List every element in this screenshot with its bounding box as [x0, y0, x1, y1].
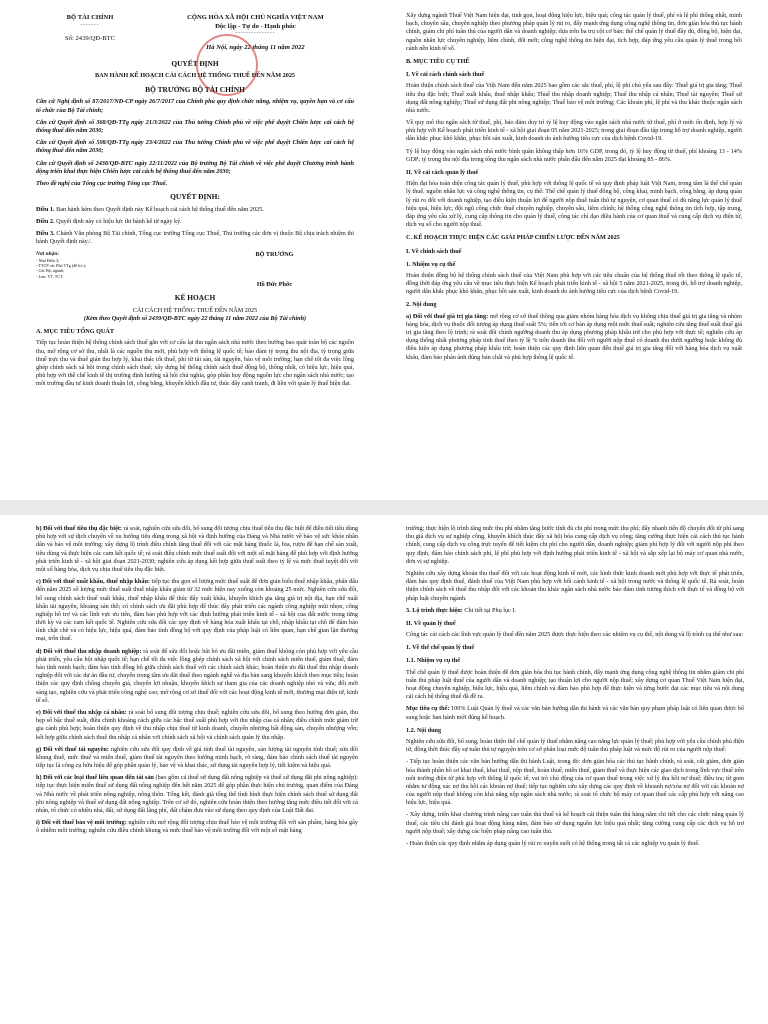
section-b1-text: Hoàn thiện chính sách thuế của Việt Nam đến năm 2025 bao gồm các sắc thuế, phí, lệ phí chủ yếu sau đây: Thuế giá trị gia tăng; Thuế tiêu thụ đặc biệt; Thuế xuất khẩu, thuế nhập khẩu; Thuế thu nhập doanh nghiệp; Thuế thu nhập cá nhân; Thuế tài nguyên; Thuế sử dụng đất nông nghiệp; Thuế sử dụng đất phi nông nghiệp; Thuế bảo vệ môi trường; Các khoản phí, lệ phí và thu khác thuộc ngân sách nhà nước.: [406, 82, 742, 114]
signer-role: BỘ TRƯỞNG: [255, 250, 294, 258]
plan-subject: CẢI CÁCH HỆ THỐNG THUẾ ĐẾN NĂM 2025: [132, 306, 258, 314]
section-ii-1-heading: 1. Về thể chế quản lý thuế: [406, 644, 475, 652]
ministry-divider: -------: [80, 22, 100, 28]
continuation-text: trường; thực hiện lộ trình tăng mức thu phí nhằm tăng bước tính đủ chi phí trong mức thu phí; đẩy nhanh tiến độ chuyển đổi từ phí sang thu giá dịch vụ sự nghiệp công, khuyến khích thúc đẩy xã hội hóa cung cấp dịch vụ công; tăng cường thực hiện cải cách thủ tục hành chính, cung cấp dịch vụ công trực tuyến để tiết kiệm chi phí cho người dân, doanh nghiệp; giảm phí hợp lý đối với người nộp phí theo quy định, đảm bảo chính sách phí, lệ phí phù hợp với định hướng phát triển kinh tế - xã hội và sắp xếp lại bộ máy cơ quan nhà nước, đơn vị sự nghiệp.: [406, 525, 744, 565]
document-page-4: [384, 515, 768, 1024]
section-c1-1-heading: 1. Nhiệm vụ cụ thể: [406, 260, 456, 268]
new-activities-text: Nghiên cứu xây dựng khoản thu thuế đối với các hoạt động kinh tế mới, các hình thức kinh doanh mới phù hợp với thực tế phát triển, đảm bảo quy định thuế, đánh thuế của Việt Nam phù hợp với bối cảnh kinh tế - xã hội trong nước và thông lệ quốc tế. Rà soát, hoàn thiện chính sách về thuế thu nhập đối với các khoản thu khác ngân sách nhà nước bảo đảm tính tương thích với thực tế và đồng bộ với pháp luật chuyên ngành.: [406, 569, 744, 602]
document-page-1: [0, 0, 384, 500]
section-b2-text: Hiện đại hóa toàn diện công tác quản lý thuế, phù hợp với thông lệ quốc tế và quy định pháp luật Việt Nam, trong tâm là thể chế quản lý thuế, nguồn nhân lực và công nghệ thông tin, cụ thể: Thể chế quản lý thuế đồng bộ, công khai, minh bạch, công bằng, áp dụng quản lý rủi ro đối với doanh nghiệp, tạo điều kiện thuận lợi để người nộp thuế tuân thủ tự nguyện, cơ quan thuế có đủ năng lực quản lý thuế hiệu quả, hiệu lực; đội ngũ công chức thuế chuyên nghiệp, chuyên sâu, liêm chính; hệ thống công nghệ thông tin tích hợp, tập trung, đáp ứng yêu cầu xử lý, cung cấp thông tin cho quản lý thuế, công tác chỉ đạo điều hành của cơ quan thuế và cung cấp dịch vụ điện tử, dịch vụ số cho người nộp thuế.: [406, 180, 742, 229]
section-c1-heading: I. Về chính sách thuế: [406, 247, 462, 255]
section-c-heading: C. KẾ HOẠCH THỰC HIỆN CÁC GIẢI PHÁP CHIẾN LƯỢC ĐẾN NĂM 2025: [406, 234, 620, 242]
item-h: h) Đối với các loại thuế liên quan đến tài sản (bao gồm cả thuế sử dụng đất nông nghiệp và thuế sử dụng đất phi nông nghiệp): tiếp tục thực hiện miễn thuế sử dụng đất nông nghiệp đến hết năm 2025 để góp phần thực hiện chủ trương, quan điểm của Đảng và Nhà nước về phát triển nông nghiệp, nông thôn. Tổng kết, đánh giá tổng thể tình hình thực hiện chính sách thuế sử dụng đất phi nông nghiệp và thuế sử dụng đất nông nghiệp. Trên cơ sở đó, nghiên cứu hoàn thiện theo hướng tăng mức điều tiết đối với cá nhân, tổ chức có nhiều nhà, đất, sử dụng đất lãng phí, đất chậm đưa vào sử dụng theo quy định của Luật Đất đai.: [36, 774, 358, 814]
article-1: Điều 1. Ban hành kèm theo Quyết định này Kế hoạch cải cách hệ thống thuế đến năm 2025.: [36, 205, 264, 213]
document-page-3: [0, 515, 384, 1024]
document-number: Số: 2439/QĐ-BTC: [65, 35, 116, 43]
signer-name: Hồ Đức Phớc: [256, 280, 293, 288]
item-d: d) Đối với thuế thu nhập doanh nghiệp: rà soát để sửa đổi hoặc bãi bỏ ưu đãi miễn, giảm thuế không còn phù hợp với yêu cầu phát triển, yêu cầu hội nhập quốc tế; hạn chế tối đa việc lồng ghép chính sách xã hội với chính sách miễn thuế, giảm thuế, đảm bảo tính minh bạch; đảm bảo tính đồng bộ giữa chính sách thuế với các chính sách khác; hoàn thiện ưu đãi thuế thu nhập doanh nghiệp đối với các dự án đầu tư, chuyển trọng tâm ưu đãi thuế theo ngành nghề và địa bàn sang khuyến khích theo mục tiêu; hoàn thiện các quy định chống chuyển giá, chuyển lợi nhuận, khuyến khích sự tham gia của các doanh nghiệp nhỏ và vừa; đổi mới sáng tạo, nghiên cứu và phát triển công nghệ cao; mở rộng cơ sở thuế đối với các hoạt động kinh tế mới, thương mại điện tử, kinh tế số.: [36, 647, 359, 704]
document-page-2: [384, 0, 768, 500]
roadmap-line: 3. Lộ trình thực hiện: Chi tiết tại Phụ lục I.: [406, 606, 516, 614]
article-3: Điều 3. Chánh Văn phòng Bộ Tài chính, Tổng cục trưởng Tổng cục Thuế, Thủ trưởng các đơn vị thuộc Bộ chịu trách nhiệm thi hành Quyết định này./.: [36, 230, 354, 246]
section-ii-1-2-heading: 1.2. Nội dung: [406, 726, 442, 734]
section-ii-1-1-heading: 1.1. Nhiệm vụ cụ thể: [406, 657, 460, 665]
bullet-item: - Xây dựng, triển khai chương trình nâng cao tuân thủ thuế và kế hoạch cải thiện tuân thủ hàng năm chi tiết cho các chức năng quản lý thuế, các tiêu chí đánh giá hoạt động hàng năm, đảm bảo sử dụng nguồn lực hiệu quả nhất; tăng cường cung cấp các dịch vụ hỗ trợ người nộp thuế; xây dựng các biện pháp nâng cao tuân thủ.: [406, 811, 744, 835]
section-b2-heading: II. Về cải cách quản lý thuế: [406, 169, 479, 176]
item-a: a) Đối với thuế giá trị gia tăng: mở rộng cơ sở thuế thông qua giảm nhóm hàng hóa dịch vụ không chịu thuế giá trị gia tăng và nhóm hàng hóa, dịch vụ thuộc đối tượng áp dụng thuế suất 5%; tiến tới cơ bản áp dụng một mức thuế suất; nghiên cứu tăng thuế suất thuế giá trị gia tăng theo lộ trình; rà soát đối chính ngưỡng doanh thu áp dụng phương pháp khấu trừ cho phù hợp với thực tế; nghiên cứu áp dụng thống nhất phương pháp tính thuế theo tỷ lệ % trên doanh thu đối với người nộp thuế có doanh thu dưới ngưỡng hoặc không đủ điều kiện áp dụng phương pháp khấu trừ; hoàn thiện các quy định liên quan đến thuế giá trị gia tăng đối với hàng hóa dịch vụ xuất khẩu, đảm bảo phản ánh đúng bản chất và phù hợp thông lệ quốc tế.: [406, 312, 742, 361]
plan-attachment: (Kèm theo Quyết định số 2439/QĐ-BTC ngày 22 tháng 11 năm 2022 của Bộ Tài chính): [83, 314, 307, 322]
recipient-item: - Lưu: VT, TCT.: [36, 273, 64, 279]
basis-3: Căn cứ Quyết định số 508/QĐ-TTg ngày 23/4/2022 của Thủ tướng Chính phủ về việc phê duyệt Chiến lược cải cách hệ thống thuế đến năm 2030;: [36, 139, 354, 155]
section-ii-1-2-text: Nghiên cứu sửa đổi, bổ sung, hoàn thiện thể chế quản lý thuế nhằm nâng cao năng lực quản lý thuế; phù hợp với yêu cầu chính phủ điện tử, đồng thời thúc đẩy sự tuân thủ tự nguyện trên cơ sở phân loại mức độ tuân thủ pháp luật và mức độ rủi ro của người nộp thuế:: [406, 737, 744, 754]
section-b1-text: Về quy mô thu ngân sách từ thuế, phí, bảo đảm duy trì tỷ lệ huy động vào ngân sách nhà nước từ thuế, phí ở mức ổn định, hợp lý và phù hợp với Kế hoạch phát triển kinh tế - xã hội giai đoạn 05 năm 2021-2025; trong giai đoạn đầu tập trung hỗ trợ doanh nghiệp, người dân khắc phục khó khăn, phục hồi sản xuất, kinh doanh do ảnh hưởng tiêu cực của dịch bệnh Covid-19.: [406, 119, 742, 143]
recipient-item: - Như Điều 3;: [36, 257, 60, 263]
recipients-title: Nơi nhận:: [36, 250, 60, 257]
recipient-item: - TTCP các Phó TTg (để b/c);: [36, 263, 86, 268]
section-a-heading: A. MỤC TIÊU TỔNG QUÁT: [36, 328, 114, 336]
item-c: c) Đối với thuế xuất khẩu, thuế nhập khẩu: tiếp tục thu gọn số lượng mức thuế suất để đơn giản biểu thuế nhập khẩu, phấn đấu đến năm 2025 số lượng mức thuế suất thuế nhập khẩu giảm từ 32 mức hiện nay xuống còn khoảng 25 mức. Nghiên cứu sửa đổi, bổ sung chính sách thuế xuất khẩu, thuế nhập khẩu để thúc đẩy xuất khẩu, khuyến khích gia tăng giá trị nội địa, hạn chế xuất khẩu tài nguyên, khoáng sản thô; có chính sách ưu đãi phù hợp để thúc đẩy phát triển các ngành công nghiệp mũi nhọn, công nghiệp hỗ trợ và các lĩnh vực ưu tiên, đảm bảo phù hợp với các định hướng phát triển kinh tế - xã hội của đất nước trong từng thời kỳ và các cam kết quốc tế. Nghiên cứu sửa đổi các quy định về hàng hóa xuất khẩu tại chỗ, nhập khẩu tại chỗ để đảm bảo tính chặt chẽ và có hiệu lực, hiệu quả, đảm bảo tính đồng bộ với quy định của pháp luật có liên quan, hạn chế gian lận thương mại, trốn thuế.: [36, 578, 358, 643]
bullet-item: - Hoàn thiện các quy định nhằm áp dụng quản lý rủi ro xuyên suốt có hệ thống trong tất cả các nghiệp vụ quản lý thuế.: [406, 840, 700, 847]
section-b1-text: Tỷ lệ huy động vào ngân sách nhà nước bình quân không thấp hơn 16% GDP, trong đó, tỷ lệ huy động từ thuế, phí khoảng 13 - 14% GDP; tỷ trọng thu nội địa trong tổng thu ngân sách nhà nước phấn đấu đến năm 2025 đạt khoảng 85 - 86%.: [406, 147, 742, 163]
plan-title: KẾ HOẠCH: [174, 293, 216, 302]
national-motto: Độc lập - Tự do - Hạnh phúc: [215, 22, 296, 30]
target-line: Mục tiêu cụ thể: 100% Luật Quản lý thuế và các văn bản hướng dẫn thi hành và các văn bản quy phạm pháp luật có liên quan được bổ sung hoặc ban hành mới đúng kế hoạch.: [406, 705, 744, 721]
section-c1-2-heading: 2. Nội dung: [406, 301, 437, 309]
document-date: Hà Nội, ngày 22 tháng 11 năm 2022: [206, 44, 305, 51]
decision-title: QUYẾT ĐỊNH: [171, 58, 219, 68]
motto-divider: ---------------: [235, 31, 276, 37]
basis-1: Căn cứ Nghị định số 87/2017/NĐ-CP ngày 26/7/2017 của Chính phủ quy định chức năng, nhiệm vụ, quyền hạn và cơ cấu tổ chức của Bộ Tài chính;: [36, 98, 354, 114]
basis-4: Căn cứ Quyết định số 2438/QĐ-BTC ngày 22/11/2022 của Bộ trưởng Bộ Tài chính về việc phê duyệt Chương trình hành động triển khai thực hiện Chiến lược cải cách hệ thống thuế đến năm 2030;: [36, 159, 354, 175]
section-c1-1-text: Hoàn thiện đồng bộ hệ thống chính sách thuế của Việt Nam phù hợp với các tiêu chuẩn của hệ thống thuế tốt theo thông lệ quốc tế, đồng thời đáp ứng yêu cầu về mục tiêu thực hiện Kế hoạch phát triển kinh tế - xã hội 5 năm 2021-2025, trong đó, hỗ trợ doanh nghiệp, người dân khắc phục khó khăn, phục hồi sản xuất, kinh doanh do ảnh hưởng tiêu cực của dịch bệnh Covid-19.: [406, 271, 742, 296]
ministry-name: BỘ TÀI CHÍNH: [66, 14, 114, 21]
section-b1-heading: I. Về cải cách chính sách thuế: [406, 71, 485, 79]
basis-5: Theo đề nghị của Tổng cục trưởng Tổng cục Thuế.: [36, 179, 168, 187]
basis-2: Căn cứ Quyết định số 368/QĐ-TTg ngày 21/3/2022 của Thủ tướng Chính phủ về việc phê duyệt Chiến lược cải cách hệ thống thuế đến năm 2030;: [36, 118, 354, 134]
minister-title: BỘ TRƯỞNG BỘ TÀI CHÍNH: [145, 84, 245, 94]
item-e: e) Đối với thuế thu nhập cá nhân: rà soát bổ sung đối tượng chịu thuế; nghiên cứu sửa đổi, bổ sung theo hướng đơn giản, thu hẹp số bậc thuế suất, điều chỉnh khoảng cách giữa các bậc thuế suất phù hợp với thu nhập của cá nhân; điều chỉnh mức giảm trừ gia cảnh phù hợp; hoàn thiện quy định về thu nhập chịu thuế từ kinh doanh, chuyển nhượng bất động sản, chuyển nhượng vốn; kết hợp giữa chính sách thuế thu nhập cá nhân với chính sách xã hội và chính sách quản lý thu nhập.: [36, 708, 358, 741]
decides-heading: QUYẾT ĐỊNH:: [170, 192, 220, 202]
red-seal-stamp: [196, 34, 258, 96]
document-header: [36, 14, 354, 53]
decision-subject: BAN HÀNH KẾ HOẠCH CẢI CÁCH HỆ THỐNG THUẾ ĐẾN NĂM 2025: [94, 72, 296, 80]
intro-paragraph: Xây dựng ngành Thuế Việt Nam hiện đại, tinh gọn, hoạt động hiệu lực, hiệu quả; công tác quản lý thuế, phí và lệ phí thống nhất, minh bạch, chuyên sâu, chuyên nghiệp theo phương pháp quản lý rủi ro, đẩy mạnh ứng dụng công nghệ thông tin, đơn giản hóa thủ tục hành chính, giảm chi phí tuân thủ của người dân và doanh nghiệp; dựa trên ba trụ cột cơ bản: thể chế quản lý thuế đầy đủ, đồng bộ, hiện đại, nguồn nhân lực chuyên nghiệp, liêm chính, đổi mới; công nghệ thông tin hiện đại, tích hợp, đáp ứng yêu cầu quản lý thuế trong bối cảnh nền kinh tế số.: [406, 12, 742, 52]
section-ii-1-1-text: Thể chế quản lý thuế được hoàn thiện để đơn giản hóa thủ tục hành chính, đẩy mạnh ứng dụng công nghệ thông tin nhằm giảm chi phí tuân thủ pháp luật thuế của người dân và doanh nghiệp; tạo thuận lợi cho người nộp thuế; xây dựng cơ quan Thuế Việt Nam hiện đại, hoạt động chuyên nghiệp, hiệu lực, hiệu quả, liêm chính và đảm bảo phù hợp để thực hiện và từng bước đạt các mục tiêu và nội dung cải cách hệ thống thuế đã đề ra.: [406, 668, 744, 701]
section-ii-heading: II. Về quản lý thuế: [406, 619, 456, 627]
item-b: b) Đối với thuế tiêu thụ đặc biệt: rà soát, nghiên cứu sửa đổi, bổ sung đối tượng chịu thuế tiêu thụ đặc biệt để điều tiết tiêu dùng phù hợp với sự dịch chuyển về xu hướng tiêu dùng trong xã hội và định hướng của Đảng và Nhà nước về bảo vệ sức khỏe nhân dân và bảo vệ môi trường; xây dựng lộ trình điều chỉnh tăng thuế đối với các mặt hàng thuốc lá, bia, rượu để hạn chế sản xuất, tiêu dùng và thực hiện các cam kết quốc tế; rà soát điều chỉnh mức thuế suất đối với một số mặt hàng để phù hợp với định hướng phát triển kinh tế - xã hội giai đoạn 2021-2030; nghiên cứu áp dụng kết hợp giữa thuế suất theo tỷ lệ và mức thuế tuyệt đối với một số hàng hóa, dịch vụ chịu thuế tiêu thụ đặc biệt.: [36, 525, 358, 573]
section-b-heading: B. MỤC TIÊU CỤ THỂ: [406, 57, 470, 65]
article-2: Điều 2. Quyết định này có hiệu lực thi hành kể từ ngày ký.: [36, 218, 182, 226]
signature-block: [36, 251, 354, 289]
republic-name: CỘNG HÒA XÃ HỘI CHỦ NGHĨA VIỆT NAM: [187, 14, 324, 21]
section-a-text: Tiếp tục hoàn thiện hệ thống chính sách thuế gắn với cơ cấu lại thu ngân sách nhà nước theo hướng bao quát toàn bộ các nguồn thu, mở rộng cơ sở thu, nhất là các nguồn thu mới, phù hợp với thông lệ quốc tế; bảo đảm tỷ trọng thu nội địa, tỷ trọng giữa thuế trực thu và thuế gián thu hợp lý, khai thác tốt thuế, phí từ tài sản, tài nguyên, bảo vệ môi trường; hạn chế tối đa việc lồng ghép chính sách xã hội trong chính sách thuế; xây dựng hệ thống chính sách thuế đồng bộ, thống nhất, có hiệu lực, hiệu quả, phù hợp với thể chế kinh tế thị trường định hướng xã hội chủ nghĩa, góp phần huy động nguồn lực cho ngân sách nhà nước; tạo môi trường đầu tư kinh doanh thuận lợi, công bằng, khuyến khích đầu tư, thúc đẩy cạnh tranh, đi liền với quản lý thuế hiện đại.: [36, 339, 354, 388]
section-ii-text: Công tác cải cách các lĩnh vực quản lý thuế đến năm 2025 được thực hiện theo các nhiệm vụ cụ thể, nội dung và lộ trình cụ thể như sau:: [406, 631, 744, 639]
item-i: i) Đối với thuế bảo vệ môi trường: nghiên cứu mở rộng đối tượng chịu thuế bảo vệ môi trường đối với sản phẩm, hàng hóa gây ô nhiễm môi trường; nghiên cứu điều chỉnh khung và mức thuế bảo vệ môi trường đối với một số mặt hàng: [36, 819, 358, 835]
item-g: g) Đối với thuế tài nguyên: nghiên cứu sửa đổi quy định về giá tính thuế tài nguyên, sản lượng tài nguyên tính thuế; sửa đổi khung thuế, mức thuế và miễn thuế, giảm thuế tài nguyên theo hướng minh bạch, rõ ràng, đảm bảo chính sách thuế tài nguyên tiếp tục là công cụ hữu hiệu để góp phần quản lý, bảo vệ và khai thác, sử dụng tài nguyên hợp lý, tiết kiệm và hiệu quả.: [36, 745, 358, 770]
recipient-item: - Các Bộ, ngành;: [36, 268, 65, 274]
bullet-item: - Tiếp tục hoàn thiện các văn bản hướng dẫn thi hành Luật, trong đó: đơn giản hóa các thủ tục hành chính, rà soát, cắt giảm, đơn giản hóa thành phần hồ sơ khai thuế, khai thuế, nộp thuế, hoàn thuế, miễn thuế, giảm thuế và thực hiện các giao dịch trong lĩnh vực thuế trên môi trường điện tử phù hợp với thông lệ quốc tế; vai trò chủ động của cơ quan thuế trong việc xử lý thu hồi nợ thuế; điều tra; từ gom nhằm tư động xác nợ thu hồi các khoản nợ thuế; tiếp tục nghiên cứu xây dựng các quy định về khoanh nợ/xóa nợ đối với các khoản nợ của người nộp thuế không còn khả năng nộp ngân sách nhà nước; rà soát tổ chức bộ máy cơ quan thuế các cấp phù hợp với nâng cao hiệu lực, hiệu quả.: [406, 758, 744, 807]
